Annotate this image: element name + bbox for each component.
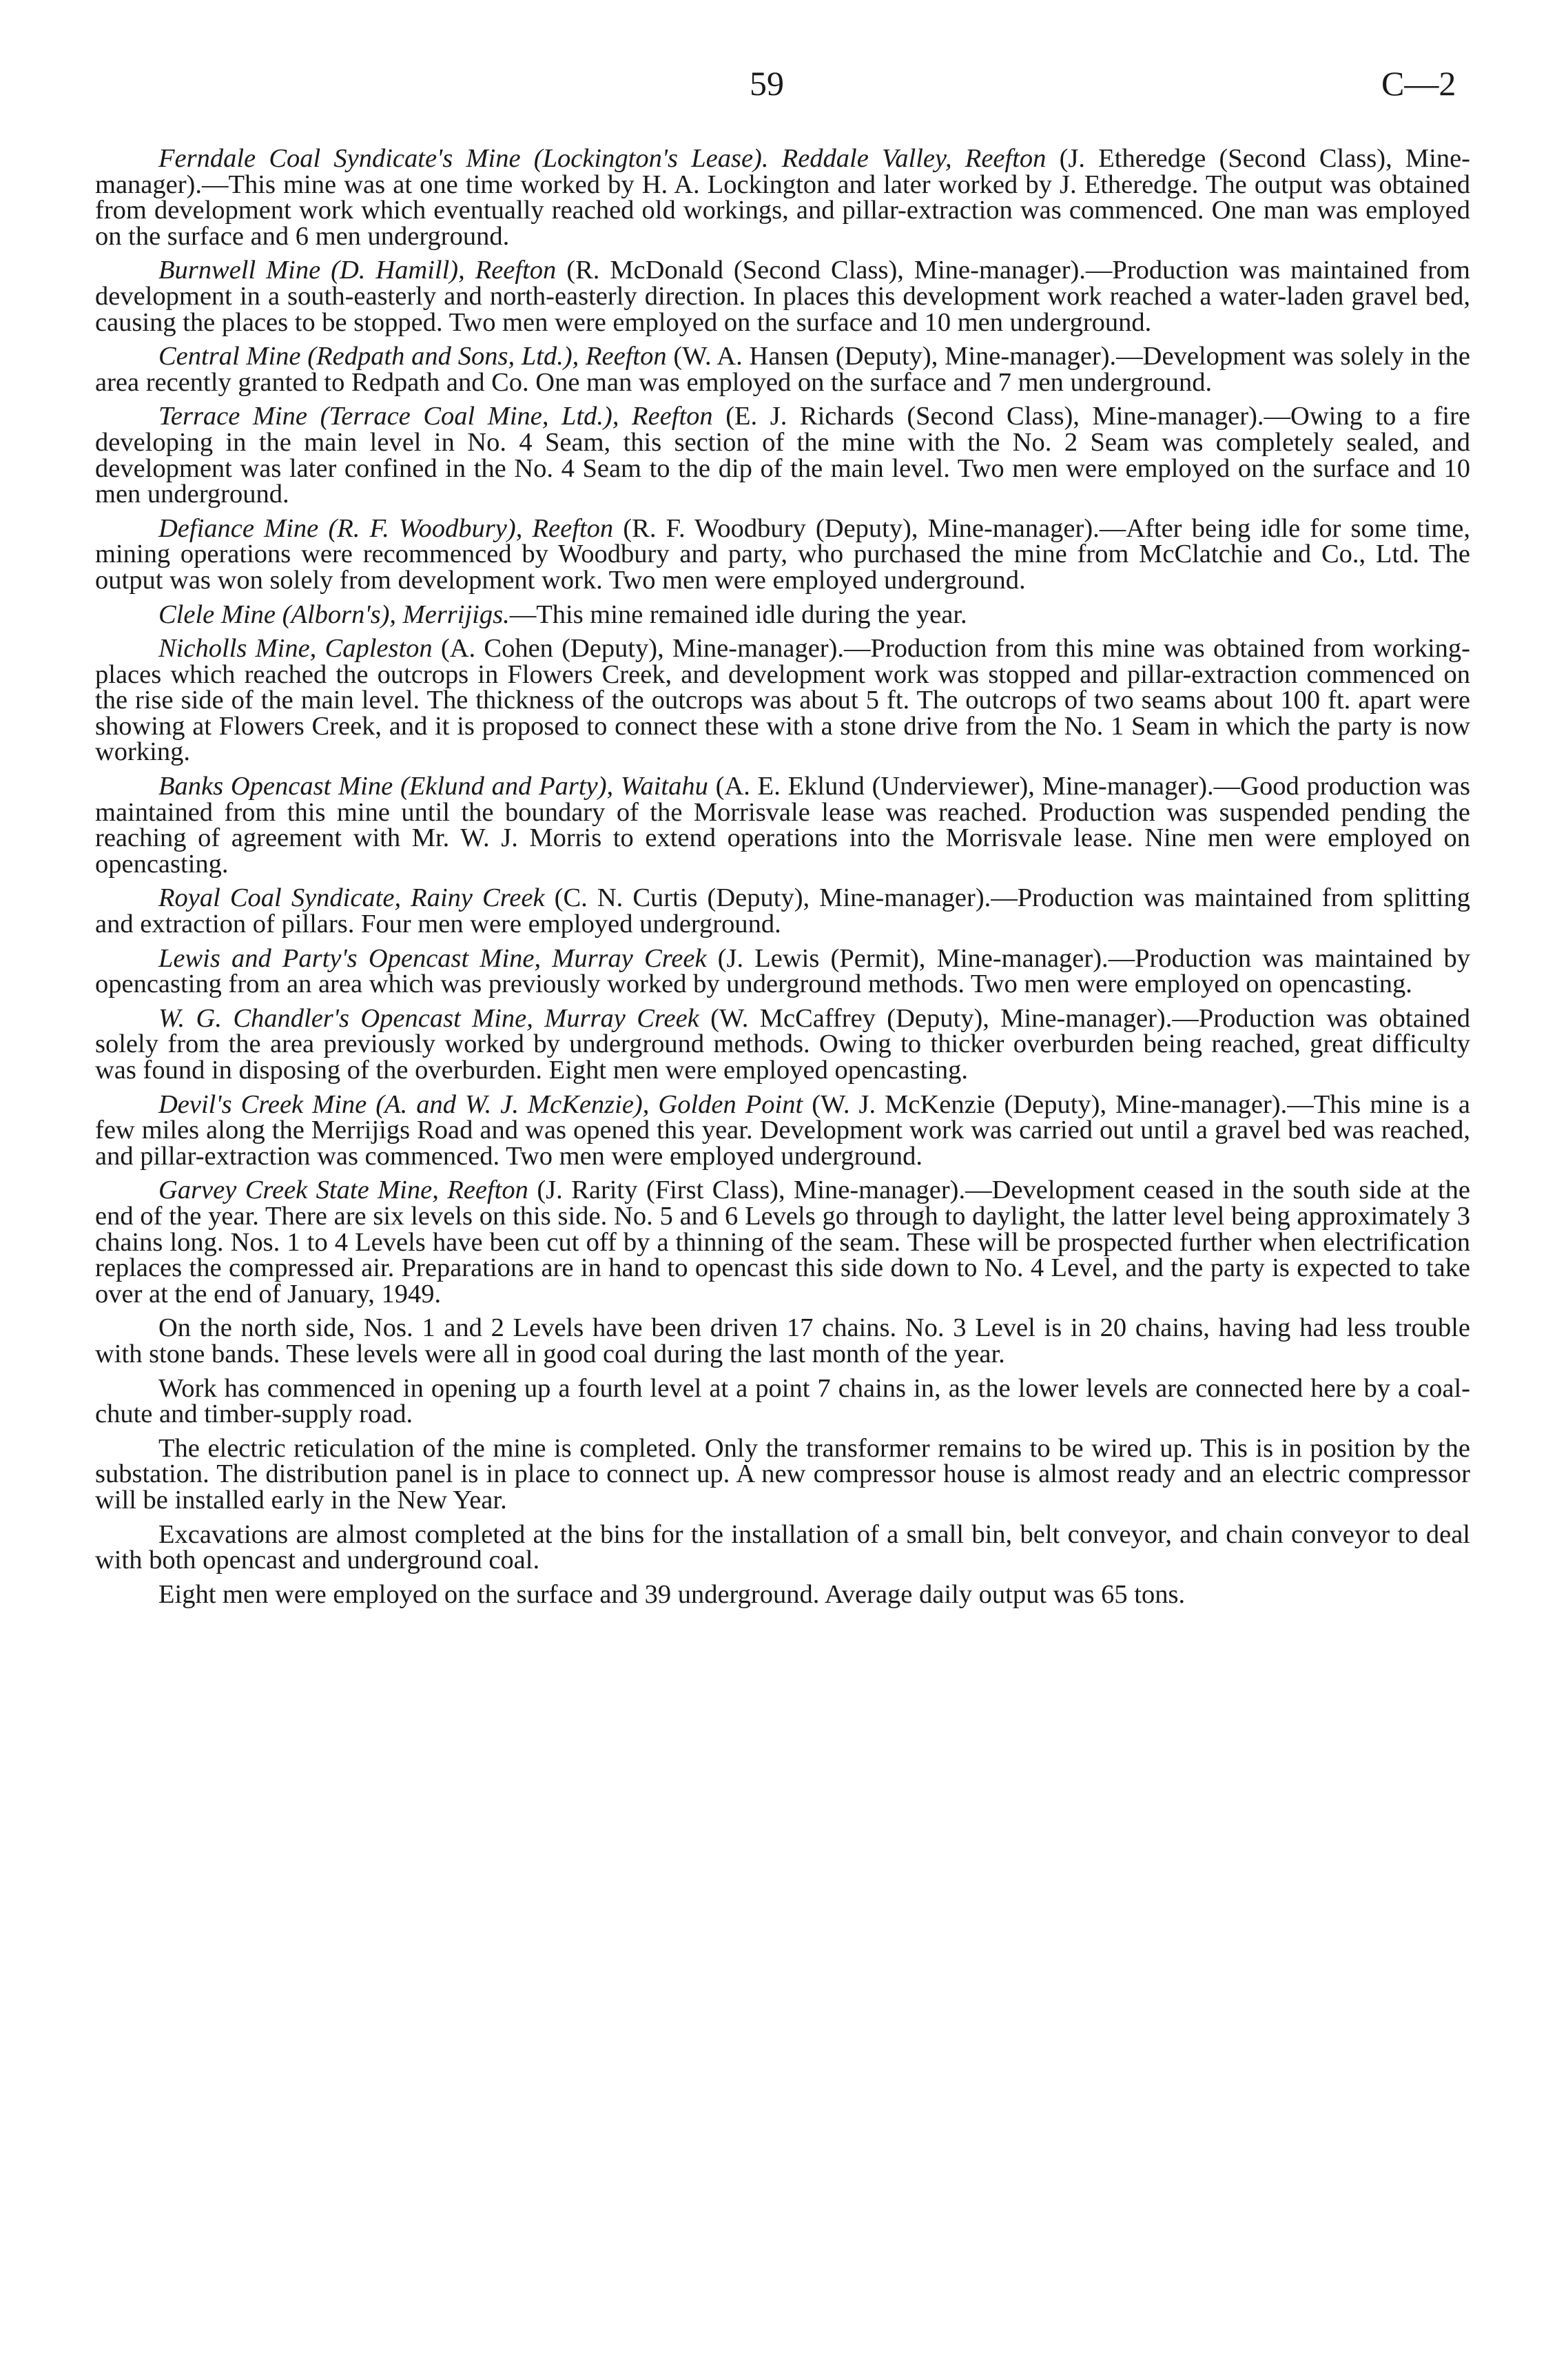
mine-text: (E. J. Richards (Second Class), Mine-manager).—Owing to a fire developing in the main level in No. 4 Seam, this section of the mine with the No. 2 Seam was completely sealed, and development was later confined in the No. 4 Seam to the dip of the main level. Two men were employed on the surface and 10 men underground.	[95, 402, 1470, 509]
mine-title: Terrace Mine (Terrace Coal Mine, Ltd.), Reefton	[158, 402, 713, 431]
mine-entry-burnwell	[95, 258, 1470, 336]
mine-entry-central	[95, 344, 1470, 396]
mine-text: (R. McDonald (Second Class), Mine-manager).—Production was maintained from development in a south-easterly and north-easterly direction. In places this development work reached a water-laden gravel bed, causing the places to be stopped. Two men were employed on the surface and 10 men underground.	[95, 256, 1470, 337]
mine-entry-defiance	[95, 513, 1470, 595]
mine-entry-ferndale	[95, 146, 1470, 249]
mine-text: (A. E. Eklund (Underviewer), Mine-manager).—Good production was maintained from this mine until the boundary of the Morrisvale lease was reached. Production was suspended pending the reaching of agreement with Mr. W. J. Morris to extend operations into the Morrisvale lease. Nine men were employed on opencasting.	[95, 772, 1470, 879]
mine-title: Defiance Mine (R. F. Woodbury), Reefton	[158, 513, 614, 543]
report-body	[95, 146, 1470, 1616]
paragraph	[95, 1315, 1470, 1367]
mine-title: Burnwell Mine (D. Hamill), Reefton	[158, 256, 557, 285]
mine-title: Banks Opencast Mine (Eklund and Party), Waitahu	[158, 772, 708, 801]
mine-entry-terrace	[95, 404, 1470, 507]
mine-entry-banks	[95, 774, 1470, 877]
mine-title: W. G. Chandler's Opencast Mine, Murray Creek	[158, 1003, 699, 1033]
paragraph	[95, 1519, 1470, 1575]
mine-entry-garvey-creek	[95, 1178, 1470, 1307]
mine-title: Clele Mine (Alborn's), Merrijigs.	[158, 599, 510, 629]
mine-text: (A. Cohen (Deputy), Mine-manager).—Production from this mine was obtained from working-places which reached the outcrops in Flowers Creek, and development work was stopped and pillar-extraction commenced on the rise side of the main level. The thickness of the outcrops was about 5 ft. The outcrops of two seams about 100 ft. apart were showing at Flowers Creek, and it is proposed to connect these with a stone drive from the No. 1 Seam in which the party is now working.	[95, 634, 1470, 767]
mine-entry-lewis	[95, 943, 1470, 999]
mine-text: (J. Rarity (First Class), Mine-manager).—Development ceased in the south side at the end of the year. There are six levels on this side. No. 5 and 6 Levels go through to daylight, the latter level being approximately 3 chains long. Nos. 1 to 4 Levels have been cut off by a thinning of the seam. These will be prospected further when electrification replaces the compressed air. Preparations are in hand to opencast this side down to No. 4 Level, and the party is expected to take over at the end of January, 1949.	[95, 1176, 1470, 1309]
mine-title: Ferndale Coal Syndicate's Mine (Lockington's Lease). Reddale Valley, Reefton	[158, 144, 1047, 173]
mine-title: Garvey Creek State Mine, Reefton	[158, 1176, 528, 1205]
mine-text: —This mine remained idle during the year.	[509, 599, 967, 629]
mine-text: (W. A. Hansen (Deputy), Mine-manager).—Development was solely in the area recently granted to Redpath and Co. One man was employed on the surface and 7 men underground.	[95, 342, 1471, 397]
mine-text: (J. Etheredge (Second Class), Mine-manager).—This mine was at one time worked by H. A. Lockington and later worked by J. Etheredge. The output was obtained from development work which eventually reached old workings, and pillar-extraction was commenced. One man was employed on the surface and 6 men underground.	[95, 144, 1470, 251]
mine-title: Nicholls Mine, Capleston	[158, 634, 433, 664]
mine-title: Lewis and Party's Opencast Mine, Murray Creek	[158, 943, 707, 973]
paragraph-text: The electric reticulation of the mine is completed. Only the transformer remains to be wired up. This is in position by the substation. The distribution panel is in place to connect up. A new compressor house is almost ready and an electric compressor will be installed early in the New Year.	[95, 1433, 1470, 1515]
paragraph	[95, 1373, 1470, 1429]
mine-title: Royal Coal Syndicate, Rainy Creek	[158, 883, 545, 913]
paragraph-text: Work has commenced in opening up a fourth level at a point 7 chains in, as the lower levels are connected here by a coal-chute and timber-supply road.	[95, 1373, 1470, 1429]
paragraph-text: On the north side, Nos. 1 and 2 Levels have been driven 17 chains. No. 3 Level is in 20 chains, having had less trouble with stone bands. These levels were all in good coal during the last month of the year.	[95, 1313, 1470, 1368]
mine-entry-nicholls	[95, 636, 1470, 766]
section-code: C—2	[1381, 64, 1456, 103]
paragraph	[95, 1579, 1470, 1609]
mine-entry-clele	[95, 599, 1470, 629]
paragraph-text: Eight men were employed on the surface and 39 underground. Average daily output was 65 tons.	[158, 1579, 1186, 1609]
mine-text: (W. McCaffrey (Deputy), Mine-manager).—Production was obtained solely from the area previously worked by underground methods. Owing to thicker overburden being reached, great difficulty was found in disposing of the overburden. Eight men were employed opencasting.	[95, 1003, 1470, 1085]
mine-entry-chandler	[95, 1003, 1470, 1085]
mine-text: (J. Lewis (Permit), Mine-manager).—Production was maintained by opencasting from an area which was previously worked by underground methods. Two men were employed on opencasting.	[95, 943, 1470, 999]
paragraph-text: Excavations are almost completed at the bins for the installation of a small bin, belt conveyor, and chain conveyor to deal with both opencast and underground coal.	[95, 1519, 1470, 1575]
page-number: 59	[750, 64, 784, 103]
mine-text: (C. N. Curtis (Deputy), Mine-manager).—Production was maintained from splitting and extraction of pillars. Four men were employed underground.	[95, 883, 1471, 939]
mine-title: Devil's Creek Mine (A. and W. J. McKenzie), Golden Point	[158, 1089, 803, 1119]
page-header	[0, 63, 1546, 105]
mine-text: (R. F. Woodbury (Deputy), Mine-manager).—After being idle for some time, mining operations were recommenced by Woodbury and party, who purchased the mine from McClatchie and Co., Ltd. The output was won solely from development work. Two men were employed underground.	[95, 513, 1470, 595]
mine-entry-royal	[95, 885, 1470, 937]
mine-text: (W. J. McKenzie (Deputy), Mine-manager).—This mine is a few miles along the Merrijigs Road and was opened this year. Development work was carried out until a gravel bed was reached, and pillar-extraction was commenced. Two men were employed underground.	[95, 1089, 1471, 1171]
paragraph	[95, 1433, 1470, 1515]
mine-title: Central Mine (Redpath and Sons, Ltd.), Reefton	[158, 342, 667, 371]
mine-entry-devils-creek	[95, 1089, 1471, 1171]
